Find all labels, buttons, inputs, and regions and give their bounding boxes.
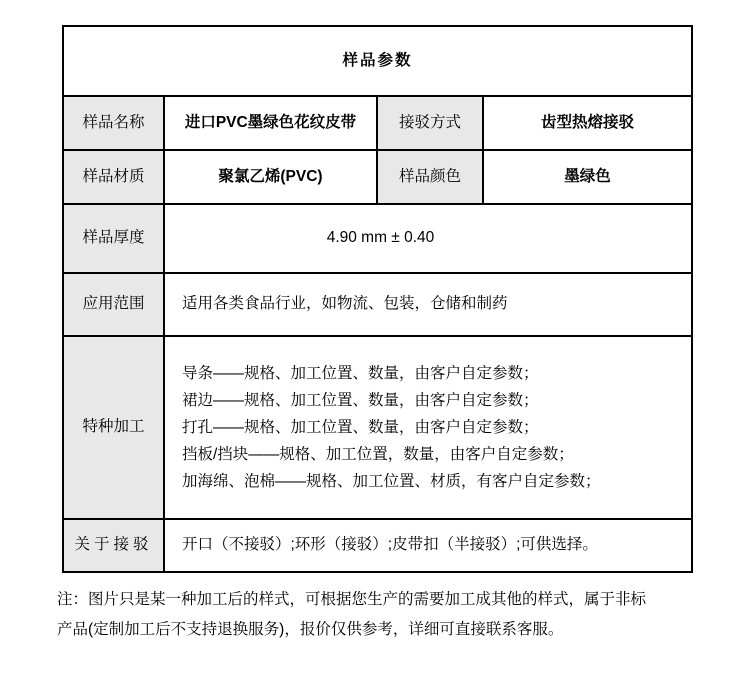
special-processing-line-2: 裙边——规格、加工位置、数量，由客户自定参数； (182, 392, 539, 409)
value-about-joint: 开口（不接驳）;环形（接驳）;皮带扣（半接驳）;可供选择。 (164, 519, 692, 572)
value-application-range: 适用各类食品行业，如物流、包装，仓储和制药 (164, 273, 692, 336)
row-about-joint (63, 519, 692, 572)
footnote-line-2: 产品(定制加工后不支持退换服务)，报价仅供参考，详细可直接联系客服。 (57, 621, 564, 638)
label-application-range: 应用范围 (63, 273, 164, 336)
footnote (57, 585, 717, 645)
row-special-processing (63, 336, 692, 519)
label-about-joint: 关于接驳 (63, 519, 164, 572)
special-processing-line-5: 加海绵、泡棉——规格、加工位置、材质，有客户自定参数； (182, 473, 601, 490)
value-sample-name: 进口PVC墨绿色花纹皮带 (164, 96, 377, 150)
row-sample-name (63, 96, 692, 150)
value-joint-method: 齿型热熔接驳 (483, 96, 692, 150)
title-row (63, 26, 692, 96)
label-sample-name: 样品名称 (63, 96, 164, 150)
label-sample-color: 样品颜色 (377, 150, 483, 204)
row-sample-thickness (63, 204, 692, 273)
row-sample-material (63, 150, 692, 204)
label-sample-thickness: 样品厚度 (63, 204, 164, 273)
value-sample-material: 聚氯乙烯(PVC) (164, 150, 377, 204)
row-application-range (63, 273, 692, 336)
value-sample-color: 墨绿色 (483, 150, 692, 204)
special-processing-line-4: 挡板/挡块——规格、加工位置，数量，由客户自定参数； (182, 446, 574, 463)
spec-table (62, 25, 693, 573)
footnote-line-1: 注：图片只是某一种加工后的样式，可根据您生产的需要加工成其他的样式，属于非标 (57, 591, 647, 608)
value-special-processing (164, 336, 692, 519)
value-sample-thickness: 4.90 mm ± 0.40 (164, 204, 692, 273)
page-title: 样品参数 (63, 26, 692, 96)
label-sample-material: 样品材质 (63, 150, 164, 204)
label-special-processing: 特种加工 (63, 336, 164, 519)
special-processing-line-1: 导条——规格、加工位置、数量，由客户自定参数； (182, 365, 539, 382)
label-joint-method: 接驳方式 (377, 96, 483, 150)
special-processing-line-3: 打孔——规格、加工位置、数量，由客户自定参数； (182, 419, 539, 436)
